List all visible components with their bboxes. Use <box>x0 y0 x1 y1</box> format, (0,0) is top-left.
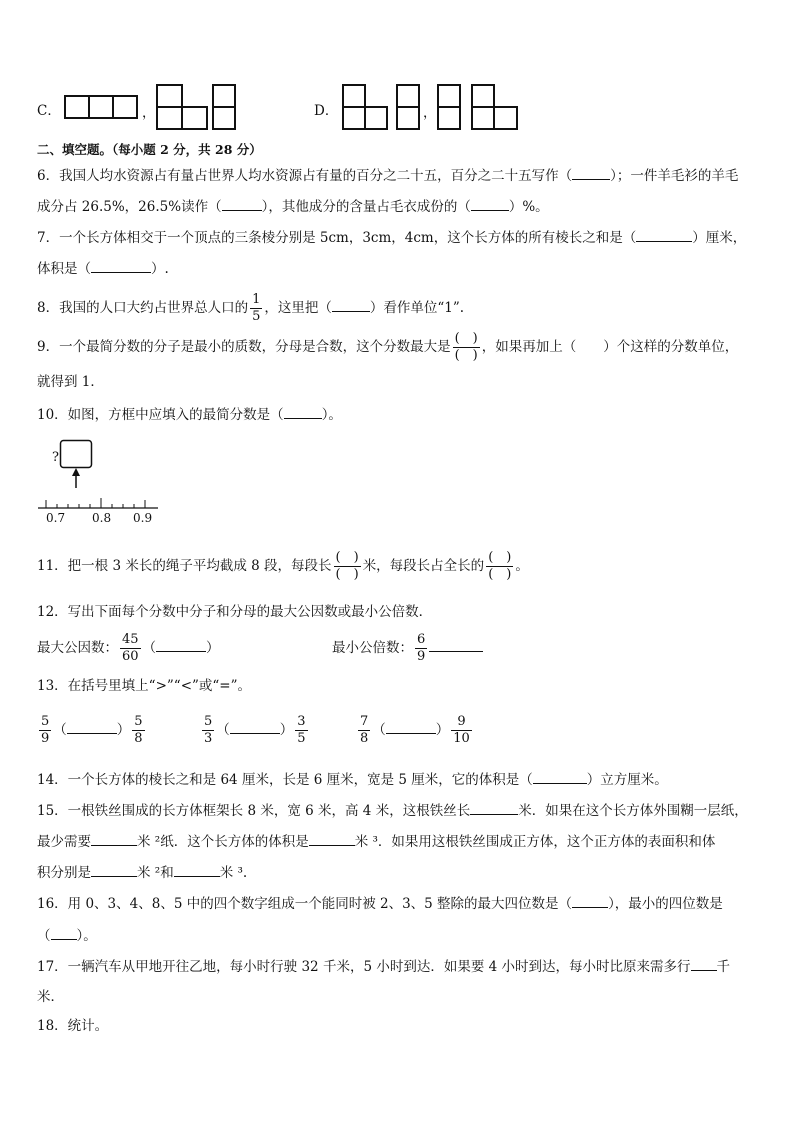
answer-blank[interactable] <box>284 404 322 419</box>
answer-blank[interactable] <box>91 862 137 877</box>
comparison-item-3: $\frac{7}{8}$ （ ） $\frac{9}{10}$ <box>360 714 470 746</box>
comparison-item-1: $\frac{5}{9}$ （ ） $\frac{5}{8}$ <box>41 714 143 746</box>
question-7-line-2: 体积是（ ）. <box>37 258 169 279</box>
fraction-one-fifth: $\frac{1}{5}$ <box>252 292 261 324</box>
tick-label: 0.7 <box>46 511 66 525</box>
question-7-line-1: 7．一个长方体相交于一个顶点的三条棱分别是 5cm，3cm，4cm，这个长方体的所有棱长之和是（ ）厘米， <box>37 227 746 248</box>
section-heading: 二、填空题。（每小题 2 分，共 28 分） <box>37 142 262 157</box>
question-15-line-2: 最少需要 米 ²纸．这个长方体的体积是 米 ³．如果用这根铁丝围成正方体，这个正方体的表面积和体 <box>37 831 715 852</box>
answer-fraction[interactable]: $\frac{( )}{( )}$ <box>488 550 512 582</box>
tick-label: 0.8 <box>92 511 112 525</box>
answer-blank[interactable] <box>470 800 518 815</box>
fraction-6-9: $\frac{6}{9}$ <box>417 632 426 664</box>
question-16-line-2: （ ）。 <box>37 925 97 946</box>
fraction-45-60: $\frac{45}{60}$ <box>122 632 139 664</box>
answer-blank[interactable] <box>309 831 355 846</box>
answer-blank[interactable] <box>429 637 483 652</box>
answer-blank[interactable] <box>230 719 280 734</box>
question-15-line-3: 积分别是 米 ²和 米 ³. <box>37 862 247 883</box>
option-d-label: D． <box>314 103 339 119</box>
question-9-line-2: 就得到 1． <box>37 374 104 390</box>
question-10: 10．如图，方框中应填入的最简分数是（ ）。 <box>37 404 342 425</box>
answer-blank[interactable] <box>386 719 436 734</box>
question-6-line-2: 成分占 26.5%，26.5%读作（ ），其他成分的含量占毛衣成份的（ ）%。 <box>37 196 549 217</box>
question-12-lcm: 最小公倍数： $\frac{6}{9}$ <box>332 630 483 666</box>
answer-blank[interactable] <box>174 862 220 877</box>
option-separator: ， <box>423 105 437 121</box>
answer-blank[interactable] <box>572 893 608 908</box>
question-8: 8．我国的人口大约占世界总人口的 $\frac{1}{5}$ ，这里把（ ）看作单位“1”. <box>37 292 465 324</box>
question-16-line-1: 16．用 0、3、4、8、5 中的四个数字组成一个能同时被 2、3、5 整除的最大四位数是（ ），最小的四位数是 <box>37 893 723 914</box>
question-mark: ? <box>52 450 59 465</box>
question-13-title: 13．在括号里填上“>”“<”或“=”。 <box>37 678 252 694</box>
question-15-line-1: 15．一根铁丝围成的长方体框架长 8 米，宽 6 米，高 4 米，这根铁丝长 米．如果在这个长方体外围糊一层纸， <box>37 800 748 821</box>
answer-blank[interactable] <box>471 196 509 211</box>
tick-label: 0.9 <box>133 511 153 525</box>
question-17-line-2: 米． <box>37 989 64 1005</box>
answer-blank[interactable] <box>691 956 717 971</box>
question-9-line-1: 9．一个最简分数的分子是最小的质数，分母是合数，这个分数最大是 $\frac{( )}{( )}$ ，如果再加上（ ）个这样的分数单位， <box>37 331 739 363</box>
answer-fraction[interactable]: $\frac{( )}{( )}$ <box>454 331 478 363</box>
question-11: 11．把一根 3 米长的绳子平均截成 8 段，每段长 $\frac{( )}{( )}$ 米，每段长占全长的 $\frac{( )}{( )}$ 。 <box>37 550 529 582</box>
answer-blank[interactable] <box>572 165 610 180</box>
answer-blank[interactable] <box>222 196 262 211</box>
answer-fraction[interactable]: $\frac{( )}{( )}$ <box>335 550 359 582</box>
question-18: 18．统计。 <box>37 1018 109 1034</box>
question-17-line-1: 17．一辆汽车从甲地开往乙地，每小时行驶 32 千米，5 小时到达．如果要 4 小时到达，每小时比原来需多行 千 <box>37 956 730 977</box>
comparison-item-2: $\frac{5}{3}$ （ ） $\frac{3}{5}$ <box>204 714 306 746</box>
answer-blank[interactable] <box>636 227 692 242</box>
option-separator: ， <box>142 105 156 121</box>
answer-blank[interactable] <box>332 297 370 312</box>
arrow-up-icon <box>72 468 80 476</box>
question-12-gcd: 最大公因数： $\frac{45}{60}$ （ ） <box>37 632 220 664</box>
answer-blank[interactable] <box>156 637 206 652</box>
question-6-line-1: 6．我国人均水资源占有量占世界人均水资源占有量的百分之二十五，百分之二十五写作（ ）；一件羊毛衫的羊毛 <box>37 165 738 186</box>
answer-blank[interactable] <box>91 831 137 846</box>
question-14: 14．一个长方体的棱长之和是 64 厘米，长是 6 厘米，宽是 5 厘米，它的体积是（ ）立方厘米。 <box>37 769 668 790</box>
option-c-label: C． <box>37 103 61 119</box>
question-12-title: 12．写出下面每个分数中分子和分母的最大公因数或最小公倍数． <box>37 604 433 620</box>
question-box <box>61 441 92 468</box>
answer-blank[interactable] <box>51 925 77 940</box>
answer-blank[interactable] <box>67 719 117 734</box>
answer-blank[interactable] <box>91 258 151 273</box>
answer-blank[interactable] <box>533 769 587 784</box>
